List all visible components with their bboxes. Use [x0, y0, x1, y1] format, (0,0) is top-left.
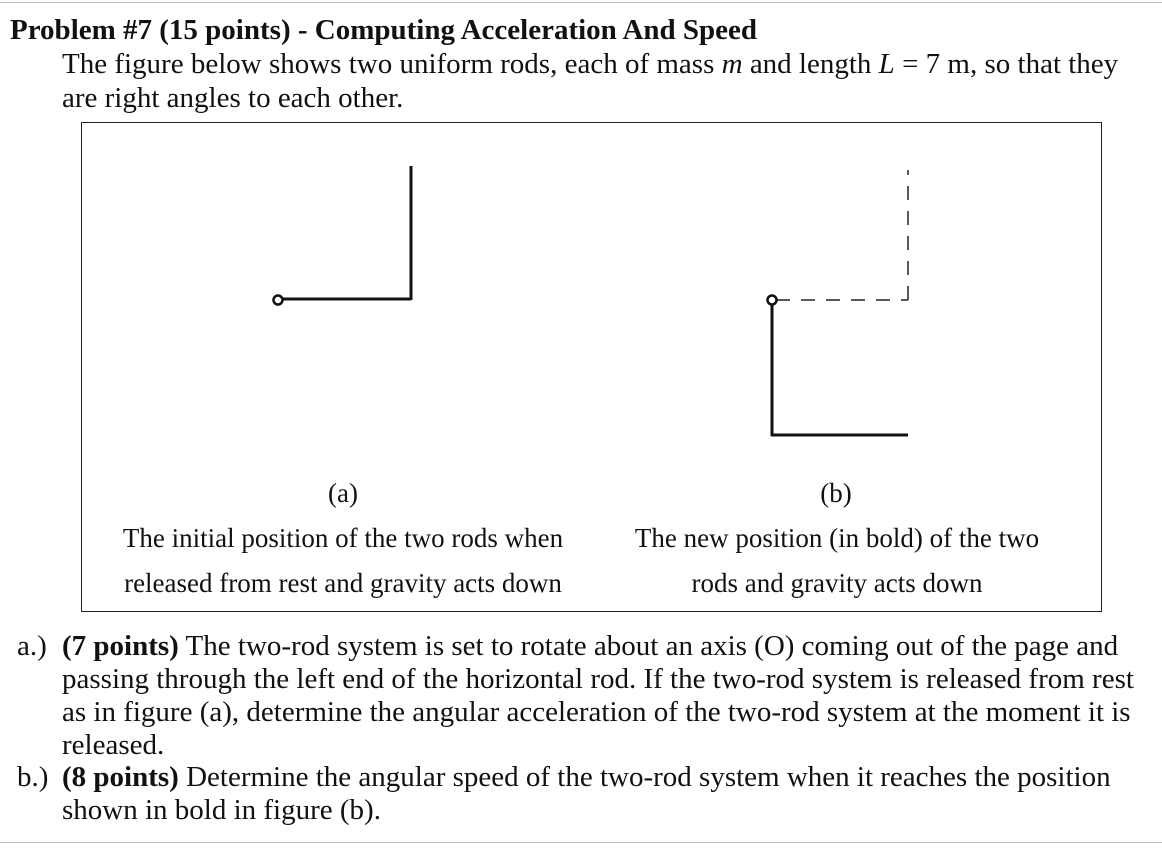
question-part-a — [17, 630, 1137, 762]
figure-a-label: (a) — [328, 478, 358, 508]
figure-b-label: (b) — [820, 478, 852, 508]
figure-b-pivot — [768, 296, 777, 305]
problem-title: Problem #7 (15 points) - Computing Acceleration And Speed — [10, 14, 758, 46]
figure-a-rods — [274, 166, 412, 305]
intro-text-1: The figure below shows two uniform rods, each of mass — [62, 48, 722, 80]
figure-b-caption-line1: The new position (in bold) of the two — [634, 523, 1040, 553]
mass-variable: m — [721, 48, 743, 80]
part-b-marker: b.) — [17, 761, 49, 793]
part-a-text: The two-rod system is set to rotate about an axis (O) coming out of the page and passing through the left end of the horizontal rod. If the two-rod system is released from rest as in figure (a), determine the angular acceleration of the two-rod system at the moment it is released. — [62, 630, 1134, 761]
part-a-marker: a.) — [17, 630, 47, 662]
part-b-body — [62, 761, 1137, 827]
figure-a-caption-line2: released from rest and gravity acts down — [124, 568, 562, 598]
part-a-body — [62, 630, 1137, 762]
question-part-b — [17, 761, 1137, 827]
part-b-points: (8 points) — [62, 761, 179, 793]
bottom-rule — [0, 842, 1162, 843]
intro-text-2: and length — [742, 48, 879, 80]
figure-b-caption-line2: rods and gravity acts down — [691, 568, 983, 598]
part-b-text: Determine the angular speed of the two-rod system when it reaches the position shown in bold in figure (b). — [62, 761, 1111, 826]
figure-a-pivot — [274, 296, 283, 305]
figure-b-rods — [768, 170, 909, 436]
intro-text-3: = 7 m, so that they are right angles to each other. — [62, 48, 1119, 114]
figure-a-caption-line1: The initial position of the two rods when — [122, 523, 564, 553]
part-a-points: (7 points) — [62, 630, 179, 662]
length-variable: L — [878, 48, 895, 80]
